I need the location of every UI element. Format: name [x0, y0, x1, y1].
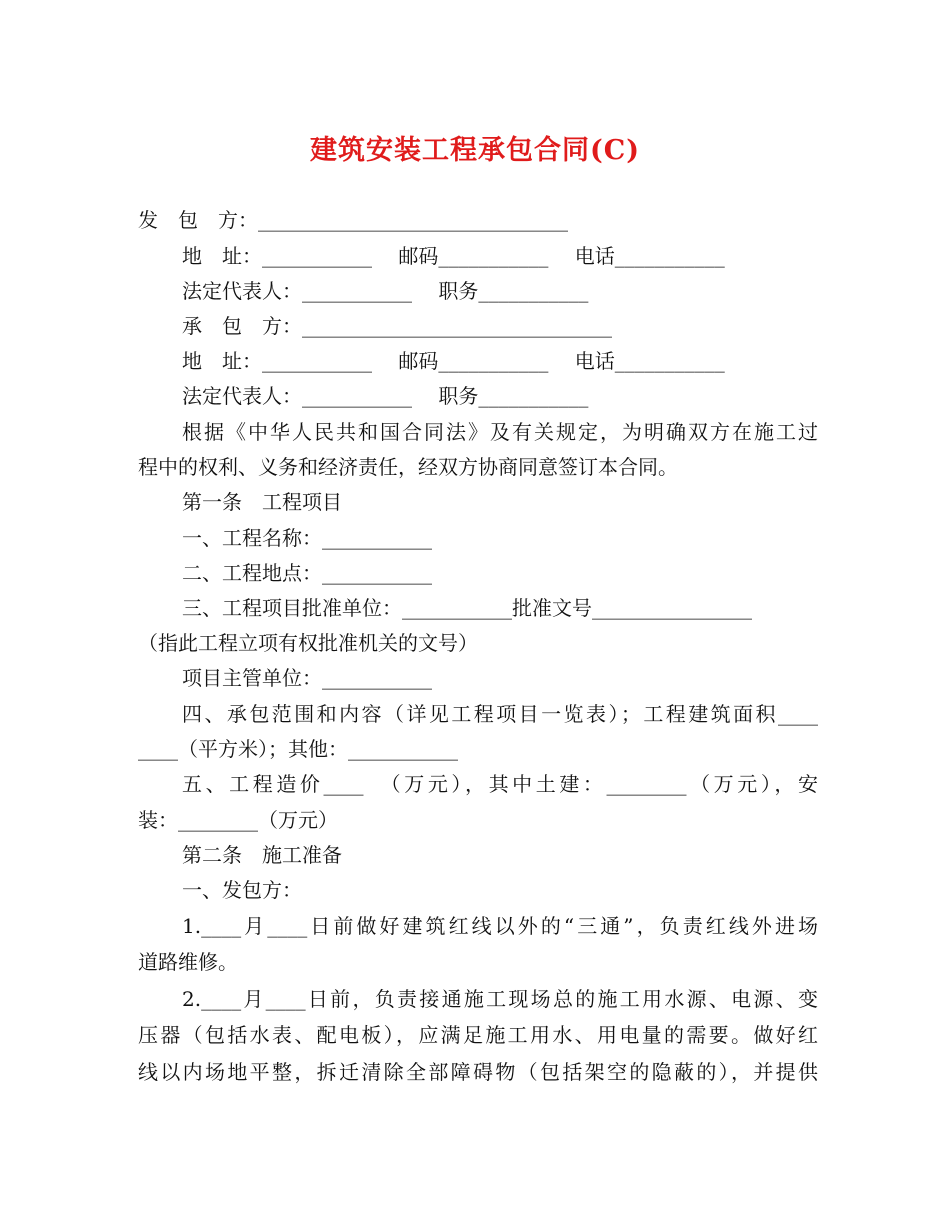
contractor-address-line: 地 址：___________ 邮码___________ 电话___________ [182, 349, 725, 373]
contractor-line: 承 包 方：_______________________________ [182, 314, 612, 338]
employer-representative-line: 法定代表人：___________ 职务___________ [182, 279, 589, 303]
article-2-heading: 第二条 施工准备 [182, 843, 342, 867]
approval-unit-line: 三、工程项目批准单位：___________批准文号________________ [182, 596, 752, 620]
item-2-line-2: 压器（包括水表、配电板），应满足施工用水、用电量的需要。做好红 [138, 1023, 818, 1047]
preamble-line-2: 程中的权利、义务和经济责任，经双方协商同意签订本合同。 [138, 455, 678, 479]
supervising-unit-line: 项目主管单位：___________ [182, 666, 432, 690]
employer-address-line: 地 址：___________ 邮码___________ 电话___________ [182, 244, 725, 268]
item-1-line-2: 道路维修。 [138, 950, 238, 974]
employer-line: 发 包 方：_______________________________ [138, 208, 568, 232]
project-location-line: 二、工程地点：___________ [182, 561, 432, 585]
contractor-representative-line: 法定代表人：___________ 职务___________ [182, 384, 589, 408]
contract-title: 建筑安装工程承包合同(C) [309, 135, 641, 166]
scope-line-2: ____（平方米）；其他：___________ [138, 737, 458, 761]
cost-line-1: 五、工程造价____ （万元），其中土建：________（万元），安 [182, 772, 818, 796]
item-2-line-1: 2.____月____日前，负责接通施工现场总的施工用水源、电源、变 [182, 987, 818, 1011]
preamble-line-1: 根据《中华人民共和国合同法》及有关规定，为明确双方在施工过 [182, 420, 818, 444]
item-2-line-3: 线以内场地平整，拆迁清除全部障碍物（包括架空的隐蔽的），并提供 [138, 1060, 818, 1084]
item-1-line-1: 1.____月____日前做好建筑红线以外的“三通”，负责红线外进场 [182, 914, 818, 938]
scope-line-1: 四、承包范围和内容（详见工程项目一览表）；工程建筑面积____ [182, 702, 818, 726]
cost-line-2: 装：________（万元） [138, 808, 338, 832]
project-name-line: 一、工程名称：___________ [182, 526, 432, 550]
employer-section-heading: 一、发包方： [182, 878, 302, 902]
approval-note-line: （指此工程立项有权批准机关的文号） [138, 631, 478, 655]
article-1-heading: 第一条 工程项目 [182, 490, 342, 514]
